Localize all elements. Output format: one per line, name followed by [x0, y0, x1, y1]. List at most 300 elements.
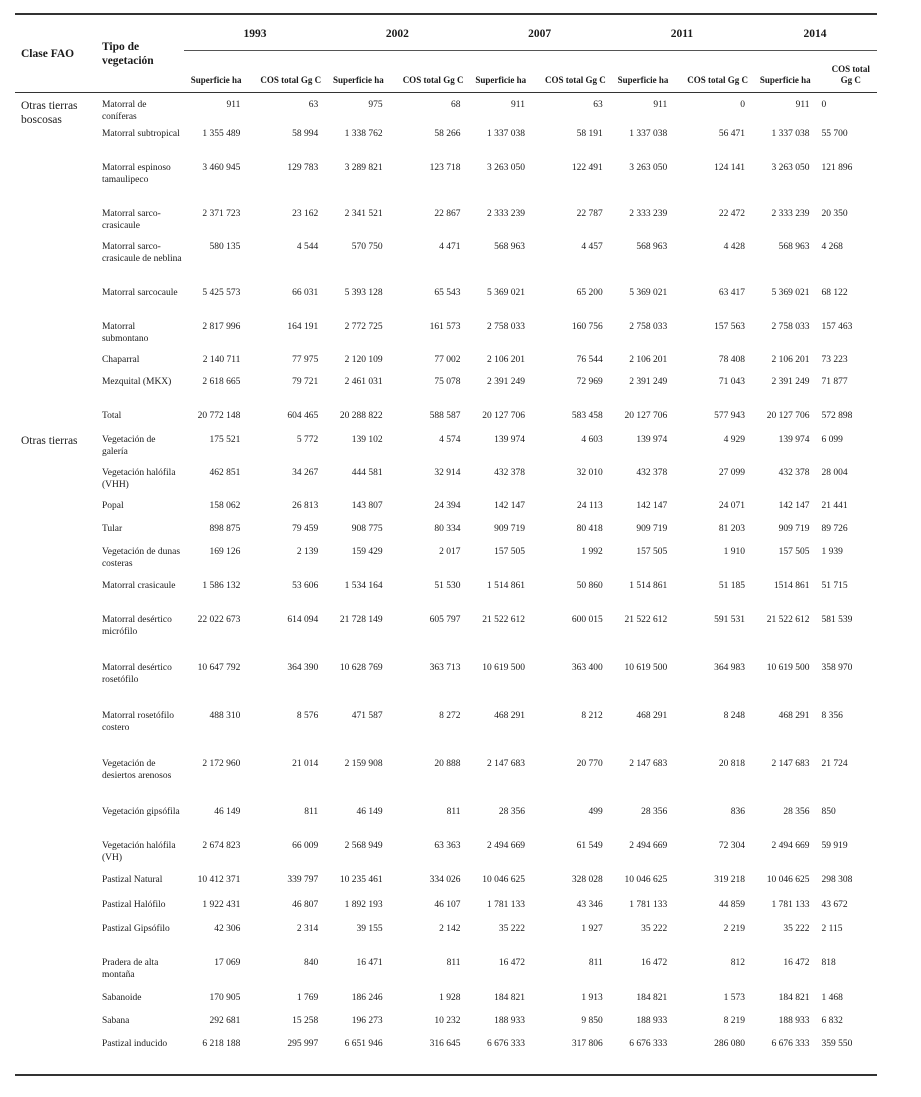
- cos-cell: 1 992: [581, 547, 603, 557]
- cos-cell: 328 028: [571, 875, 603, 885]
- superficie-cell: 909 719: [778, 524, 810, 534]
- subheader-cos: COS total Gg C: [687, 75, 748, 85]
- cos-cell: 129 783: [287, 163, 319, 173]
- tipo-cell: Pastizal Halófilo: [101, 900, 166, 910]
- year-header: 1993: [184, 15, 326, 51]
- subheader-cos: COS total Gg C: [402, 75, 464, 85]
- cos-cell: 53 606: [292, 581, 319, 591]
- superficie-cell: 2 758 033: [771, 322, 810, 332]
- cos-cell: 298 308: [821, 875, 853, 885]
- table-row: [15, 523, 877, 546]
- superficie-cell: 3 263 050: [629, 163, 668, 173]
- superficie-cell: 909 719: [494, 524, 525, 534]
- cos-cell: 161 573: [429, 322, 461, 332]
- superficie-cell: 6 676 333: [486, 1039, 525, 1049]
- clase-cell: [15, 957, 99, 992]
- superficie-cell: 20 127 706: [624, 411, 668, 421]
- cos-cell: 812: [730, 958, 746, 968]
- superficie-cell: 471 587: [351, 711, 383, 721]
- table-row: [15, 614, 877, 662]
- superficie-cell: 20 127 706: [482, 411, 525, 421]
- subheader-cos: COS total Gg C: [260, 75, 322, 85]
- superficie-cell: 20 127 706: [766, 411, 810, 421]
- table-row: [15, 710, 877, 758]
- cos-cell: 2 314: [296, 924, 319, 934]
- clase-cell: Otras tierras: [21, 435, 78, 447]
- cos-cell: 80 418: [576, 524, 603, 534]
- cos-cell: 811: [588, 958, 603, 968]
- superficie-cell: 6 676 333: [771, 1039, 810, 1049]
- cos-cell: 26 813: [292, 501, 319, 511]
- superficie-cell: 6 651 946: [344, 1039, 383, 1049]
- clase-cell: [15, 580, 99, 614]
- superficie-cell: 16 472: [498, 958, 525, 968]
- clase-cell: [15, 410, 99, 434]
- clase-cell: [15, 992, 99, 1015]
- table-row: [15, 1015, 877, 1038]
- superficie-cell: 16 471: [356, 958, 383, 968]
- cos-cell: 20 770: [576, 759, 603, 769]
- superficie-cell: 488 310: [209, 711, 241, 721]
- superficie-cell: 468 291: [778, 711, 810, 721]
- cos-cell: 605 797: [429, 615, 461, 625]
- superficie-cell: 444 581: [351, 468, 383, 478]
- superficie-cell: 10 412 371: [197, 875, 241, 885]
- superficie-cell: 911: [653, 100, 668, 110]
- cos-cell: 8 219: [723, 1016, 746, 1026]
- clase-cell: [15, 923, 99, 957]
- superficie-cell: 908 775: [351, 524, 383, 534]
- superficie-cell: 468 291: [636, 711, 668, 721]
- cos-cell: 68: [450, 100, 461, 110]
- superficie-cell: 5 425 573: [202, 288, 241, 298]
- clase-cell: [15, 758, 99, 806]
- tipo-cell: Vegetación halófila (VHH): [101, 468, 176, 490]
- superficie-cell: 2 333 239: [771, 209, 810, 219]
- superficie-cell: 139 102: [351, 435, 383, 445]
- superficie-cell: 3 460 945: [202, 163, 241, 173]
- table-row: [15, 128, 877, 162]
- subheader-cos: COS total Gg C: [831, 64, 870, 85]
- cos-cell: 157 563: [714, 322, 746, 332]
- subheader-superficie: Superficie ha: [475, 75, 527, 85]
- cos-cell: 124 141: [714, 163, 746, 173]
- superficie-cell: 35 222: [783, 924, 810, 934]
- cos-cell: 1 913: [581, 993, 603, 1003]
- cos-cell: 811: [304, 807, 319, 817]
- superficie-cell: 158 062: [209, 501, 241, 511]
- superficie-cell: 184 821: [494, 993, 525, 1003]
- cos-cell: 46 807: [292, 900, 319, 910]
- cos-cell: 572 898: [821, 411, 853, 421]
- clase-cell: [15, 1015, 99, 1038]
- superficie-cell: 975: [368, 100, 383, 110]
- superficie-cell: 196 273: [351, 1016, 383, 1026]
- superficie-cell: 3 263 050: [486, 163, 525, 173]
- superficie-cell: 35 222: [498, 924, 525, 934]
- superficie-cell: 28 356: [498, 807, 525, 817]
- tipo-cell: Matorral rosetófilo costero: [101, 711, 174, 733]
- superficie-cell: 10 628 769: [339, 663, 383, 673]
- superficie-cell: 10 046 625: [482, 875, 525, 885]
- superficie-cell: 157 505: [494, 547, 525, 557]
- cos-cell: 600 015: [571, 615, 603, 625]
- cos-cell: 79 459: [292, 524, 319, 534]
- tipo-cell: Total: [101, 411, 122, 421]
- table-row: [15, 1038, 877, 1060]
- cos-cell: 850: [821, 807, 836, 817]
- superficie-cell: 170 905: [209, 993, 241, 1003]
- cos-cell: 1 927: [581, 924, 603, 934]
- cos-cell: 63 417: [718, 288, 746, 298]
- cos-cell: 32 914: [434, 468, 461, 478]
- cos-cell: 10 232: [434, 1016, 461, 1026]
- col-header-clase: Clase FAO: [21, 47, 75, 60]
- cos-cell: 0: [740, 100, 746, 110]
- cos-cell: 22 787: [576, 209, 603, 219]
- cos-cell: 58 994: [292, 129, 319, 139]
- superficie-cell: 1 781 133: [771, 900, 810, 910]
- cos-cell: 4 428: [723, 242, 746, 252]
- superficie-cell: 142 147: [636, 501, 668, 511]
- superficie-cell: 46 149: [214, 807, 241, 817]
- cos-cell: 6 832: [821, 1016, 843, 1026]
- cos-cell: 363 713: [429, 663, 461, 673]
- cos-cell: 58 191: [576, 129, 603, 139]
- table-row: [15, 899, 877, 923]
- cos-cell: 577 943: [714, 411, 746, 421]
- cos-cell: 58 266: [434, 129, 461, 139]
- cos-cell: 32 010: [576, 468, 603, 478]
- cos-cell: 50 860: [576, 581, 603, 591]
- table-row: [15, 758, 877, 806]
- cos-cell: 8 248: [723, 711, 746, 721]
- year-header: 2007: [468, 15, 610, 51]
- cos-cell: 51 185: [718, 581, 746, 591]
- cos-cell: 1 928: [439, 993, 461, 1003]
- superficie-cell: 1514 861: [773, 581, 810, 591]
- clase-cell: [15, 662, 99, 710]
- cos-cell: 71 877: [821, 377, 848, 387]
- cos-cell: 4 603: [581, 435, 603, 445]
- tipo-cell: Matorral sarco-crasicaule de neblina: [101, 242, 182, 264]
- tipo-cell: Mezquital (MKX): [101, 377, 172, 387]
- clase-cell: [15, 162, 99, 208]
- tipo-cell: Pastizal Natural: [101, 875, 163, 885]
- superficie-cell: 432 378: [636, 468, 668, 478]
- cos-cell: 8 212: [581, 711, 603, 721]
- cos-cell: 71 043: [718, 377, 746, 387]
- table-row: [15, 467, 877, 500]
- superficie-cell: 2 618 665: [202, 377, 241, 387]
- cos-cell: 63: [308, 100, 319, 110]
- cos-cell: 34 267: [292, 468, 319, 478]
- superficie-cell: 10 619 500: [482, 663, 525, 673]
- table-row: [15, 93, 877, 129]
- superficie-cell: 16 472: [641, 958, 668, 968]
- cos-cell: 72 969: [576, 377, 603, 387]
- tipo-cell: Matorral espinoso tamaulipeco: [101, 163, 171, 185]
- year-header: 2002: [326, 15, 468, 51]
- superficie-cell: 432 378: [778, 468, 810, 478]
- superficie-cell: 2 568 949: [344, 841, 383, 851]
- cos-cell: 614 094: [287, 615, 319, 625]
- table-row: [15, 410, 877, 434]
- table-row: [15, 957, 877, 992]
- superficie-cell: 2 140 711: [202, 355, 241, 365]
- tipo-cell: Matorral sarcocaule: [101, 288, 178, 298]
- clase-cell: [15, 710, 99, 758]
- superficie-cell: 3 289 821: [344, 163, 383, 173]
- cos-cell: 76 544: [576, 355, 603, 365]
- superficie-cell: 21 522 612: [766, 615, 810, 625]
- cos-cell: 81 203: [718, 524, 746, 534]
- superficie-cell: 142 147: [778, 501, 810, 511]
- year-header: 2011: [611, 15, 753, 51]
- table-row: [15, 208, 877, 241]
- table-row: [15, 241, 877, 287]
- clase-cell: [15, 806, 99, 840]
- subheader-cos: COS total Gg C: [544, 75, 606, 85]
- superficie-cell: 911: [795, 100, 810, 110]
- superficie-cell: 568 963: [494, 242, 525, 252]
- tipo-cell: Tular: [101, 524, 123, 534]
- superficie-cell: 1 922 431: [202, 900, 241, 910]
- tipo-cell: Sabanoide: [101, 993, 142, 1003]
- superficie-cell: 1 892 193: [344, 900, 383, 910]
- cos-cell: 359 550: [821, 1039, 853, 1049]
- cos-cell: 295 997: [287, 1039, 319, 1049]
- tipo-cell: Vegetación halófila (VH): [101, 841, 176, 863]
- superficie-cell: 5 393 128: [344, 288, 383, 298]
- superficie-cell: 188 933: [494, 1016, 525, 1026]
- superficie-cell: 2 758 033: [486, 322, 525, 332]
- superficie-cell: 570 750: [351, 242, 383, 252]
- cos-cell: 364 390: [287, 663, 319, 673]
- tipo-cell: Vegetación de desiertos arenosos: [101, 759, 172, 781]
- tipo-cell: Matorral desértico micrófilo: [101, 615, 172, 637]
- superficie-cell: 2 391 249: [486, 377, 525, 387]
- table-row: [15, 376, 877, 410]
- superficie-cell: 2 147 683: [486, 759, 525, 769]
- cos-cell: 4 929: [723, 435, 746, 445]
- subheader-superficie: Superficie ha: [759, 75, 811, 85]
- superficie-cell: 911: [511, 100, 525, 110]
- superficie-cell: 1 586 132: [202, 581, 241, 591]
- cos-cell: 123 718: [429, 163, 461, 173]
- cos-cell: 22 472: [718, 209, 746, 219]
- superficie-cell: 188 933: [778, 1016, 810, 1026]
- clase-cell: [15, 287, 99, 321]
- table-body: [15, 93, 877, 1061]
- superficie-cell: 3 263 050: [771, 163, 810, 173]
- cos-cell: 56 471: [718, 129, 746, 139]
- cos-cell: 588 587: [429, 411, 461, 421]
- cos-cell: 1 573: [723, 993, 746, 1003]
- superficie-cell: 432 378: [494, 468, 525, 478]
- superficie-cell: 6 218 188: [202, 1039, 241, 1049]
- cos-cell: 24 394: [434, 501, 461, 511]
- clase-cell: [15, 840, 99, 874]
- cos-cell: 68 122: [821, 288, 848, 298]
- table-row: [15, 162, 877, 208]
- cos-cell: 72 304: [718, 841, 746, 851]
- superficie-cell: 2 147 683: [629, 759, 668, 769]
- cos-cell: 21 724: [821, 759, 848, 769]
- superficie-cell: 28 356: [641, 807, 668, 817]
- cos-cell: 21 441: [821, 501, 848, 511]
- clase-cell: [15, 376, 99, 410]
- superficie-cell: 175 521: [209, 435, 241, 445]
- cos-cell: 27 099: [718, 468, 746, 478]
- superficie-cell: 10 619 500: [624, 663, 668, 673]
- cos-cell: 75 078: [434, 377, 461, 387]
- cos-cell: 122 491: [571, 163, 603, 173]
- cos-cell: 317 806: [571, 1039, 603, 1049]
- superficie-cell: 2 333 239: [629, 209, 668, 219]
- cos-cell: 1 769: [296, 993, 319, 1003]
- cos-cell: 77 975: [292, 355, 319, 365]
- cos-cell: 818: [821, 958, 836, 968]
- superficie-cell: 1 781 133: [486, 900, 525, 910]
- superficie-cell: 5 369 021: [486, 288, 525, 298]
- superficie-cell: 568 963: [778, 242, 810, 252]
- cos-cell: 363 400: [571, 663, 603, 673]
- cos-cell: 4 457: [581, 242, 603, 252]
- superficie-cell: 2 371 723: [202, 209, 241, 219]
- tipo-cell: Vegetación de dunas costeras: [101, 547, 181, 569]
- cos-cell: 581 539: [821, 615, 853, 625]
- cos-cell: 66 009: [292, 841, 319, 851]
- cos-cell: 840: [303, 958, 319, 968]
- superficie-cell: 568 963: [636, 242, 668, 252]
- superficie-cell: 39 155: [356, 924, 383, 934]
- superficie-cell: 2 120 109: [344, 355, 383, 365]
- cos-cell: 43 672: [821, 900, 848, 910]
- superficie-cell: 10 619 500: [766, 663, 810, 673]
- superficie-cell: 5 369 021: [629, 288, 668, 298]
- table-row: [15, 662, 877, 710]
- superficie-cell: 21 728 149: [339, 615, 383, 625]
- clase-cell: [15, 614, 99, 662]
- table-row: [15, 923, 877, 957]
- clase-cell: Otras tierras boscosas: [21, 100, 78, 126]
- table-row: [15, 840, 877, 874]
- superficie-cell: 1 337 038: [629, 129, 668, 139]
- table-row: [15, 287, 877, 321]
- superficie-cell: 2 172 960: [202, 759, 241, 769]
- cos-cell: 6 099: [821, 435, 843, 445]
- tipo-cell: Pradera de alta montaña: [101, 958, 159, 980]
- cos-cell: 78 408: [718, 355, 746, 365]
- table-row: [15, 806, 877, 840]
- superficie-cell: 6 676 333: [629, 1039, 668, 1049]
- cos-cell: 61 549: [576, 841, 603, 851]
- superficie-cell: 22 022 673: [197, 615, 241, 625]
- superficie-cell: 157 505: [636, 547, 668, 557]
- clase-cell: [15, 500, 99, 523]
- cos-cell: 65 200: [576, 288, 603, 298]
- cos-cell: 43 346: [576, 900, 603, 910]
- table-row: [15, 546, 877, 580]
- tipo-cell: Sabana: [101, 1016, 130, 1026]
- cos-cell: 73 223: [821, 355, 848, 365]
- clase-cell: [15, 1038, 99, 1060]
- superficie-cell: 1 355 489: [202, 129, 241, 139]
- cos-cell: 2 139: [296, 547, 319, 557]
- superficie-cell: 2 106 201: [486, 355, 525, 365]
- superficie-cell: 186 246: [351, 993, 383, 1003]
- cos-cell: 20 888: [434, 759, 461, 769]
- superficie-cell: 10 647 792: [197, 663, 241, 673]
- superficie-cell: 2 333 239: [486, 209, 525, 219]
- cos-cell: 836: [730, 807, 746, 817]
- cos-cell: 66 031: [292, 288, 319, 298]
- cos-cell: 20 350: [821, 209, 848, 219]
- cos-cell: 21 014: [292, 759, 319, 769]
- superficie-cell: 2 147 683: [771, 759, 810, 769]
- cos-cell: 316 645: [429, 1039, 461, 1049]
- table-row: [15, 354, 877, 376]
- cos-cell: 157 463: [821, 322, 853, 332]
- superficie-cell: 2 494 669: [771, 841, 810, 851]
- cos-cell: 286 080: [714, 1039, 746, 1049]
- cos-cell: 51 715: [821, 581, 848, 591]
- table-row: [15, 580, 877, 614]
- superficie-cell: 35 222: [641, 924, 668, 934]
- superficie-cell: 1 514 861: [629, 581, 668, 591]
- cos-cell: 28 004: [821, 468, 848, 478]
- superficie-cell: 2 817 996: [202, 322, 241, 332]
- superficie-cell: 10 235 461: [339, 875, 383, 885]
- tipo-cell: Matorral crasicaule: [101, 581, 176, 591]
- tipo-cell: Vegetación gipsófila: [101, 807, 180, 817]
- cos-cell: 339 797: [287, 875, 319, 885]
- table-row: [15, 992, 877, 1015]
- cos-cell: 24 071: [718, 501, 746, 511]
- superficie-cell: 580 135: [209, 242, 241, 252]
- superficie-cell: 10 046 625: [766, 875, 810, 885]
- cos-cell: 499: [588, 807, 603, 817]
- cos-cell: 591 531: [714, 615, 746, 625]
- superficie-cell: 20 288 822: [339, 411, 383, 421]
- bottom-rule: [15, 1074, 877, 1076]
- superficie-cell: 21 522 612: [624, 615, 668, 625]
- superficie-cell: 139 974: [636, 435, 668, 445]
- tipo-cell: Matorral subtropical: [101, 129, 180, 139]
- superficie-cell: 10 046 625: [624, 875, 668, 885]
- cos-cell: 1 910: [723, 547, 746, 557]
- cos-cell: 23 162: [292, 209, 319, 219]
- cos-cell: 51 530: [434, 581, 461, 591]
- clase-cell: [15, 321, 99, 354]
- superficie-cell: 42 306: [214, 924, 241, 934]
- superficie-cell: 292 681: [209, 1016, 241, 1026]
- cos-cell: 4 574: [439, 435, 461, 445]
- tipo-cell: Matorral de coníferas: [101, 100, 147, 122]
- cos-cell: 2 142: [439, 924, 461, 934]
- cos-cell: 65 543: [434, 288, 461, 298]
- cos-cell: 20 818: [718, 759, 746, 769]
- cos-cell: 24 113: [576, 501, 603, 511]
- cos-cell: 46 107: [434, 900, 461, 910]
- superficie-cell: 159 429: [351, 547, 383, 557]
- superficie-cell: 1 534 164: [344, 581, 383, 591]
- cos-cell: 358 970: [821, 663, 853, 673]
- superficie-cell: 462 851: [209, 468, 241, 478]
- clase-cell: [15, 874, 99, 899]
- cos-cell: 4 268: [821, 242, 843, 252]
